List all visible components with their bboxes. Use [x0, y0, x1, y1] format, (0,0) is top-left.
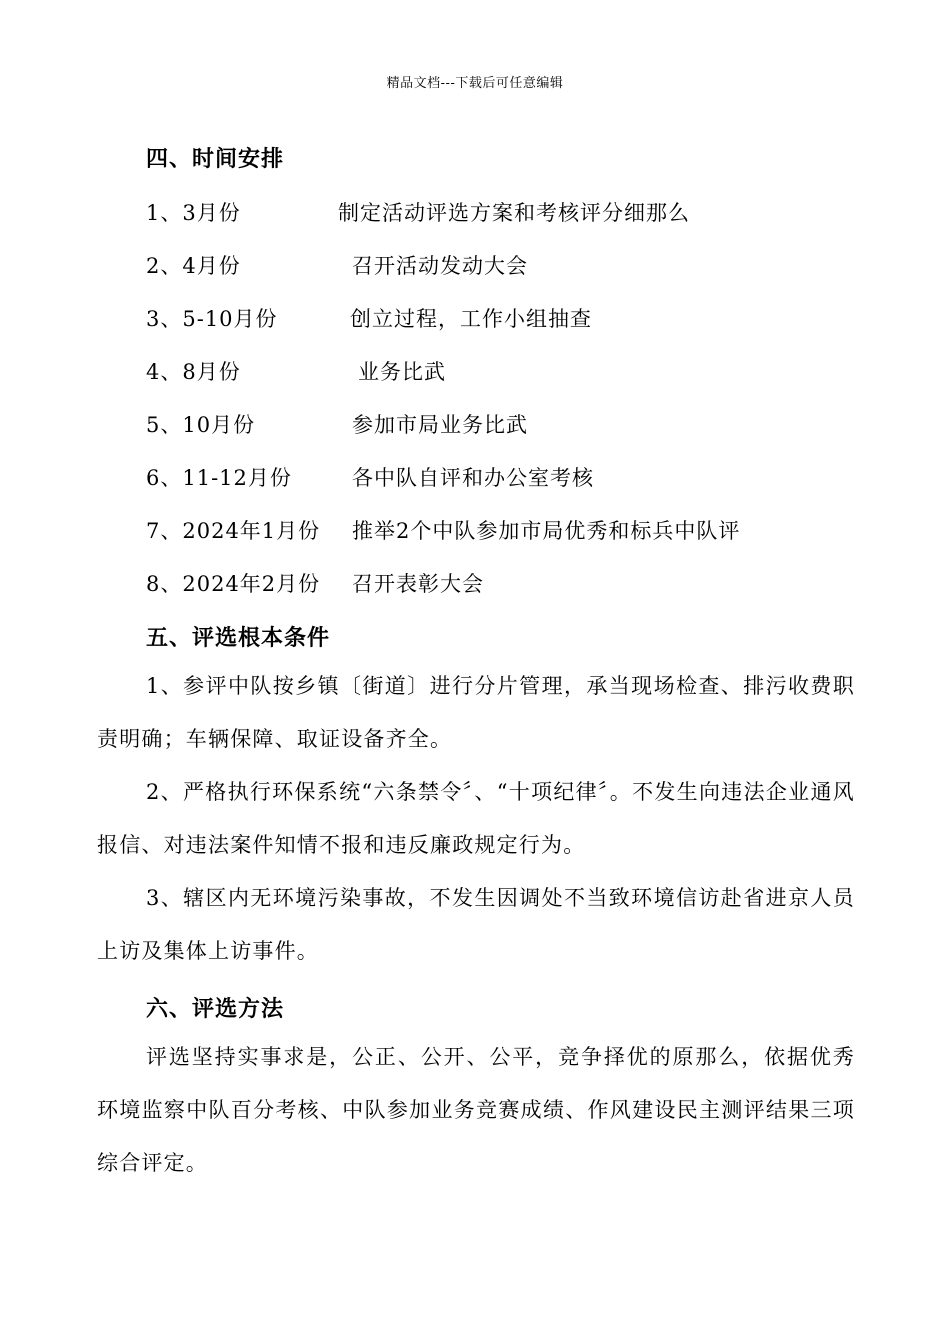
paragraph: 2、严格执行环保系统“六条禁令〞、“十项纪律〞。不发生向违法企业通风报信、对违法案件知情不报和违反廉政规定行为。 — [97, 780, 855, 857]
section-4-title: 四、时间安排 — [146, 147, 285, 172]
paragraph: 3、辖区内无环境污染事故，不发生因调处不当致环境信访赴省进京人员上访及集体上访事件。 — [97, 886, 855, 963]
schedule-item-task: 创立过程，工作小组抽查 — [350, 307, 592, 331]
schedule-item-time: 8、2024年2月份 — [146, 572, 321, 596]
schedule-item-time: 6、11-12月份 — [146, 466, 292, 490]
schedule-item — [146, 515, 741, 545]
schedule-item-time: 4、8月份 — [146, 360, 241, 384]
paragraph: 评选坚持实事求是，公正、公开、公平，竞争择优的原那么，依据优秀环境监察中队百分考核、中队参加业务竞赛成绩、作风建设民主测评结果三项综合评定。 — [97, 1045, 855, 1175]
schedule-item-task: 推举2个中队参加市局优秀和标兵中队评 — [352, 519, 741, 543]
schedule-item-time: 7、2024年1月份 — [146, 519, 321, 543]
schedule-item-time: 1、3月份 — [146, 201, 241, 225]
schedule-item — [146, 303, 592, 333]
schedule-item — [146, 356, 446, 386]
schedule-item — [146, 462, 594, 492]
schedule-item-task: 召开表彰大会 — [352, 572, 484, 596]
schedule-item-task: 召开活动发动大会 — [352, 254, 528, 278]
section-6-title: 六、评选方法 — [146, 997, 285, 1022]
schedule-item-task: 业务比武 — [358, 360, 446, 384]
page-header: 精品文档---下载后可任意编辑 — [386, 76, 564, 91]
schedule-item-time: 2、4月份 — [146, 254, 241, 278]
schedule-item — [146, 568, 484, 598]
section-5-title: 五、评选根本条件 — [146, 626, 331, 651]
schedule-item — [146, 197, 690, 227]
schedule-item-time: 3、5-10月份 — [146, 307, 278, 331]
schedule-item-task: 制定活动评选方案和考核评分细那么 — [338, 201, 690, 225]
schedule-item — [146, 250, 528, 280]
schedule-item-task: 参加市局业务比武 — [352, 413, 528, 437]
schedule-item-time: 5、10月份 — [146, 413, 256, 437]
paragraph: 1、参评中队按乡镇〔街道〕进行分片管理，承当现场检查、排污收费职责明确；车辆保障、取证设备齐全。 — [97, 674, 855, 751]
schedule-item-task: 各中队自评和办公室考核 — [352, 466, 594, 490]
schedule-item — [146, 409, 528, 439]
